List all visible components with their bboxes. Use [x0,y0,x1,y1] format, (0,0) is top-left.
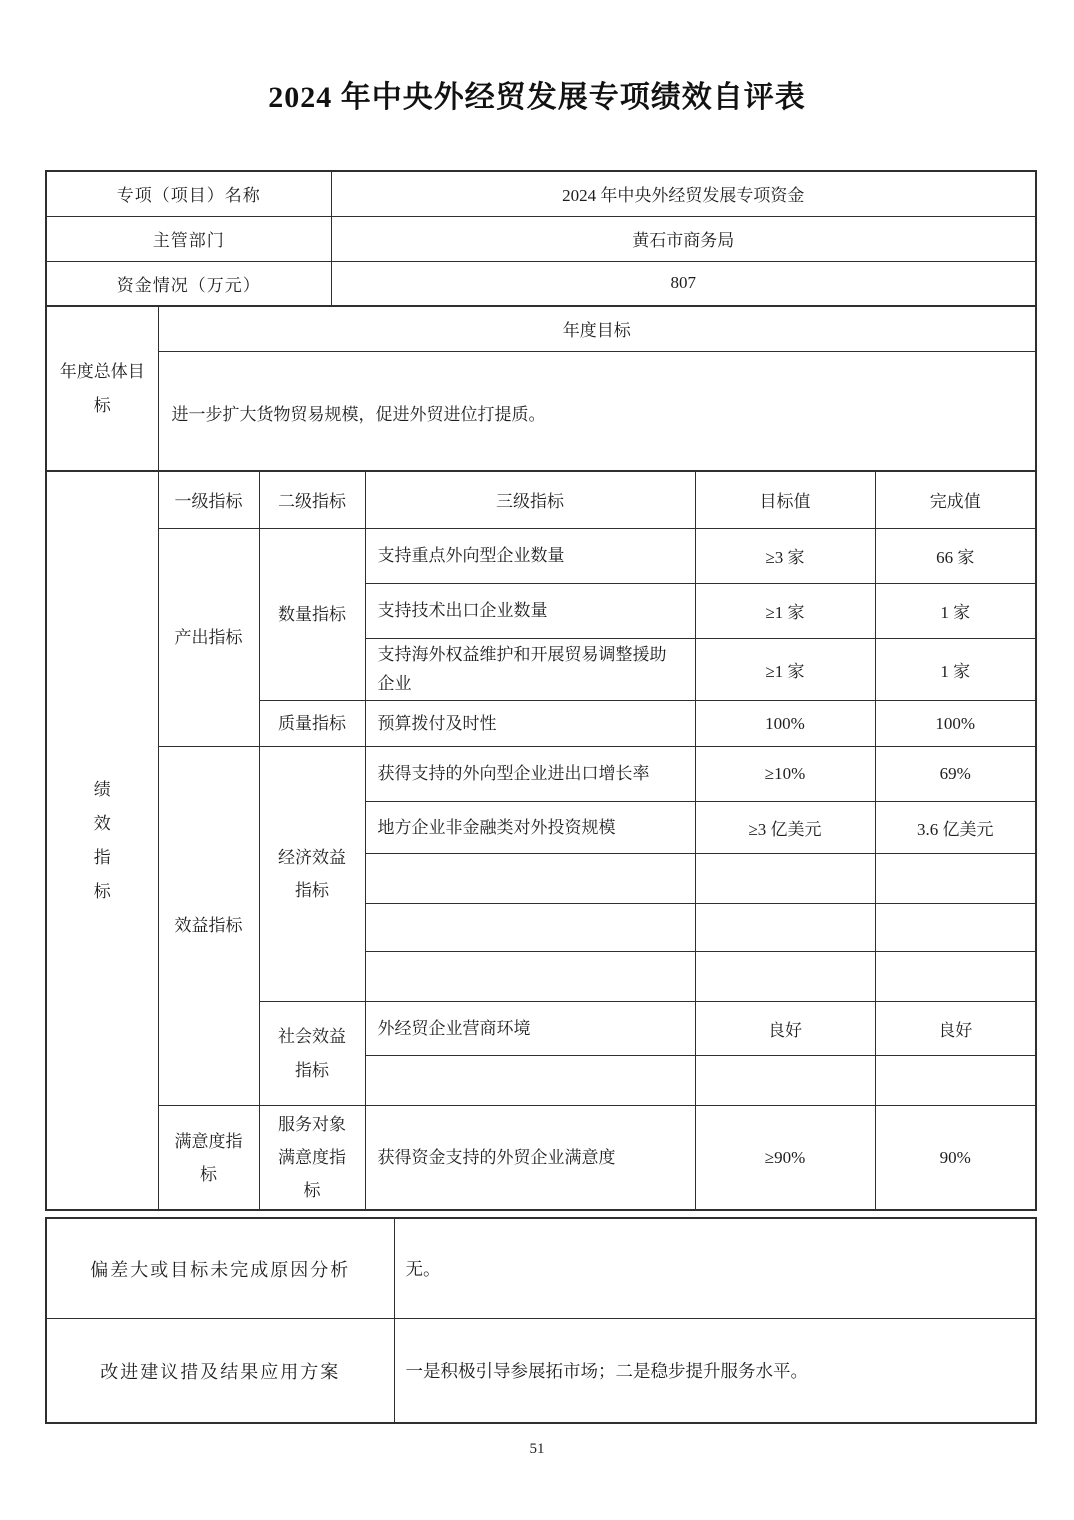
indicator-name: 支持海外权益维护和开展贸易调整援助企业 [365,638,695,701]
funds-label: 资金情况（万元） [46,261,331,306]
indicators-section-label-cell [46,471,158,1210]
annual-target-content: 进一步扩大货物贸易规模，促进外贸进位打提质。 [158,351,1036,471]
indicator-completed: 3.6 亿美元 [875,802,1036,854]
level2-service-cell: 服务对象满意度指标 [259,1106,365,1211]
indicator-target: ≥1 家 [695,638,875,701]
indicators-table [45,470,1037,1211]
empty-target-cell [695,854,875,904]
table-row [46,261,1036,306]
level2-social-cell: 社会效益指标 [259,1002,365,1106]
empty-indicator-cell [365,952,695,1002]
project-name-value: 2024 年中央外经贸发展专项资金 [331,171,1036,216]
header-level3: 三级指标 [365,471,695,528]
indicator-completed: 90% [875,1106,1036,1211]
table-row [46,1218,1036,1318]
level1-benefit-cell: 效益指标 [158,747,259,1106]
table-row [46,351,1036,471]
deviation-analysis-content: 无。 [394,1218,1036,1318]
page-title: 2024 年中央外经贸发展专项绩效自评表 [268,81,806,114]
table-row [46,171,1036,216]
indicator-name: 预算拨付及时性 [365,701,695,747]
level1-satisfaction-cell: 满意度指标 [158,1106,259,1211]
table-row [46,216,1036,261]
indicator-name: 外经贸企业营商环境 [365,1002,695,1056]
empty-target-cell [695,952,875,1002]
indicator-completed: 66 家 [875,528,1036,583]
empty-completed-cell [875,854,1036,904]
department-label: 主管部门 [46,216,331,261]
header-completed: 完成值 [875,471,1036,528]
indicator-name: 获得资金支持的外贸企业满意度 [365,1106,695,1211]
project-name-label: 专项（项目）名称 [46,171,331,216]
department-value: 黄石市商务局 [331,216,1036,261]
annual-target-table [45,305,1037,472]
empty-target-cell [695,904,875,952]
level2-economic-cell: 经济效益指标 [259,747,365,1002]
indicator-target: 良好 [695,1002,875,1056]
level1-output-cell: 产出指标 [158,528,259,747]
indicators-header-row [46,471,1036,528]
indicator-completed: 1 家 [875,638,1036,701]
indicator-row [46,528,1036,583]
header-level1: 一级指标 [158,471,259,528]
indicator-target: ≥3 亿美元 [695,802,875,854]
indicator-target: ≥90% [695,1106,875,1211]
table-row [46,1318,1036,1423]
indicator-completed: 69% [875,747,1036,802]
annual-target-header: 年度目标 [158,306,1036,351]
indicator-row [46,1106,1036,1211]
funds-value: 807 [331,261,1036,306]
improvement-label: 改进建议措及结果应用方案 [46,1318,394,1423]
empty-indicator-cell [365,904,695,952]
indicator-name: 支持技术出口企业数量 [365,583,695,638]
indicator-name: 支持重点外向型企业数量 [365,528,695,583]
improvement-content: 一是积极引导参展拓市场；二是稳步提升服务水平。 [394,1318,1036,1423]
level2-quality-cell: 质量指标 [259,701,365,747]
indicator-target: ≥10% [695,747,875,802]
table-row [46,306,1036,351]
page-number: 51 [529,1441,545,1458]
indicator-completed: 100% [875,701,1036,747]
header-level2: 二级指标 [259,471,365,528]
indicator-target: 100% [695,701,875,747]
indicator-name: 地方企业非金融类对外投资规模 [365,802,695,854]
analysis-table [45,1217,1037,1424]
indicator-name: 获得支持的外向型企业进出口增长率 [365,747,695,802]
annual-target-row-label: 年度总体目标 [46,306,158,471]
indicator-target: ≥3 家 [695,528,875,583]
header-target: 目标值 [695,471,875,528]
deviation-analysis-label: 偏差大或目标未完成原因分析 [46,1218,394,1318]
indicator-completed: 良好 [875,1002,1036,1056]
indicators-section-label: 绩效指标 [93,779,111,901]
empty-completed-cell [875,952,1036,1002]
indicator-row [46,747,1036,802]
level2-quantity-cell: 数量指标 [259,528,365,701]
empty-completed-cell [875,1056,1036,1106]
empty-completed-cell [875,904,1036,952]
project-info-table [45,170,1037,307]
empty-indicator-cell [365,854,695,904]
indicator-completed: 1 家 [875,583,1036,638]
empty-indicator-cell [365,1056,695,1106]
indicator-target: ≥1 家 [695,583,875,638]
empty-target-cell [695,1056,875,1106]
